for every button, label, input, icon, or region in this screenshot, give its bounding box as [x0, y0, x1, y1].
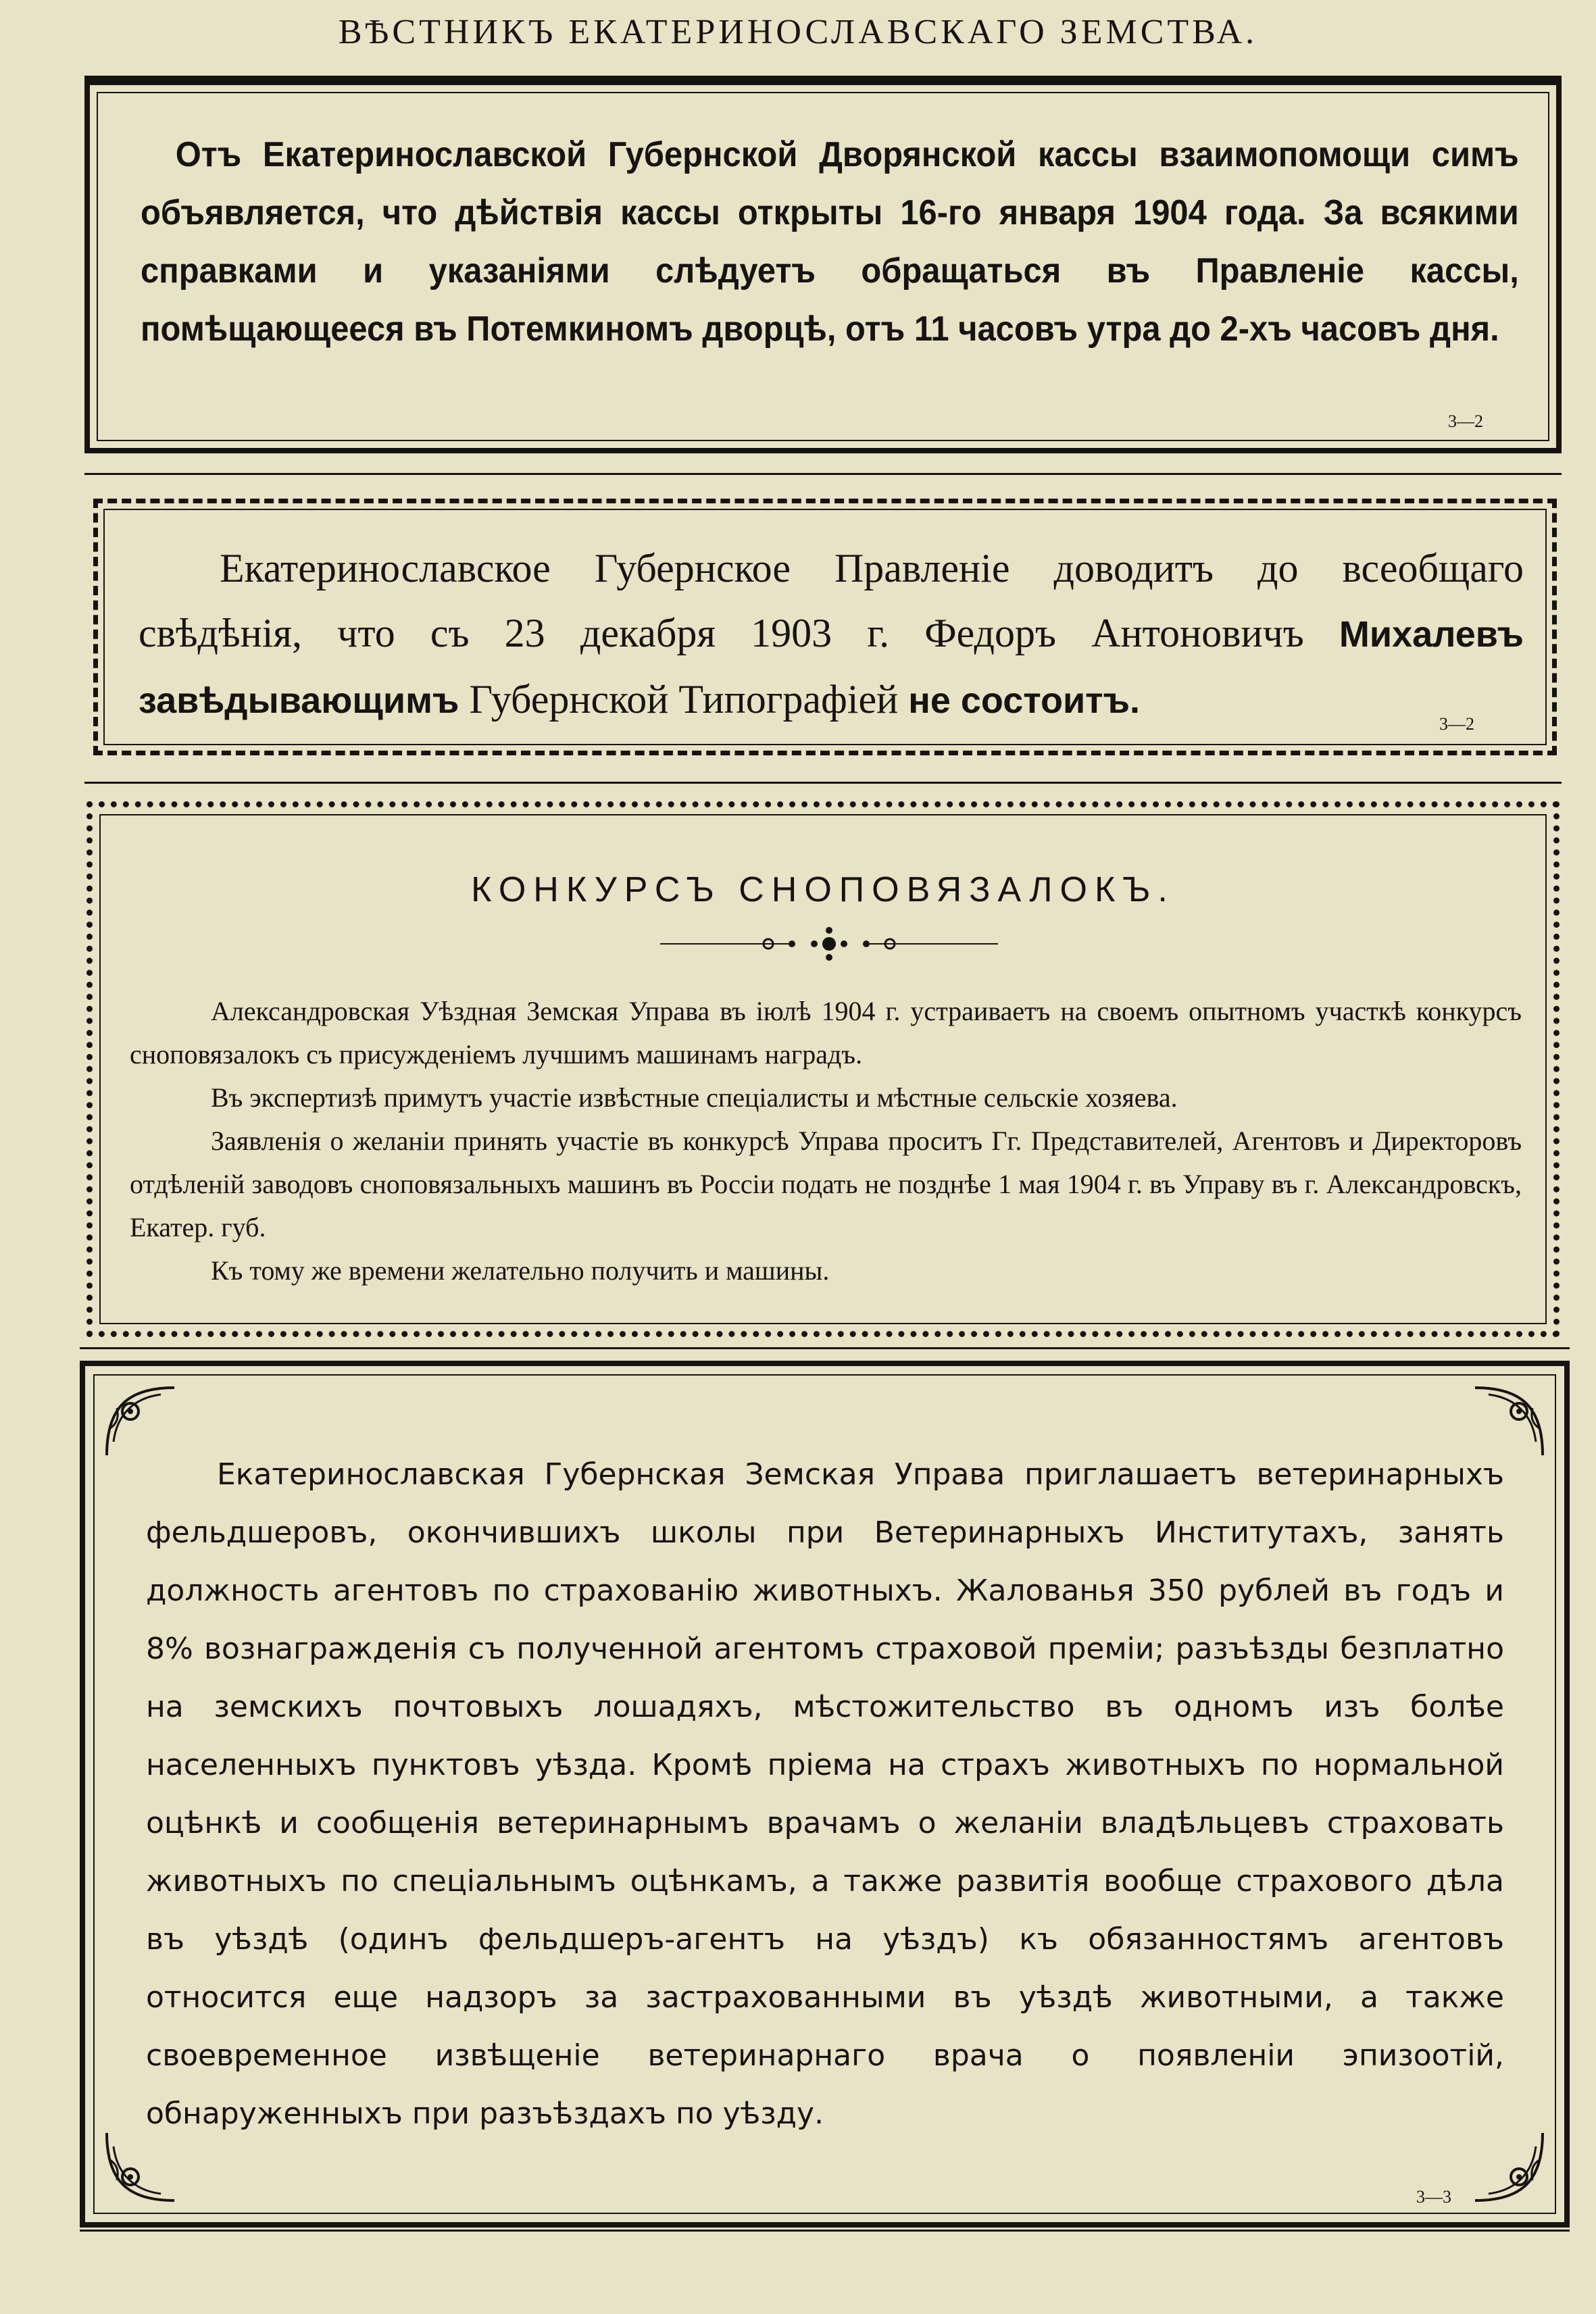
paragraph: Въ экспертизѣ примутъ участіе извѣстные спеціалисты и мѣстные сельскіе хозяева. [211, 1082, 1178, 1113]
contest-body [130, 990, 1522, 1292]
notice-sheaf-binder-contest [86, 801, 1560, 1337]
bottom-rule [80, 2230, 1570, 2232]
ornament-divider-icon [660, 924, 998, 964]
notice-2-number: 3—2 [1439, 714, 1474, 734]
running-head: ВѢСТНИКЪ ЕКАТЕРИНОСЛАВСКАГО ЗЕМСТВА. [338, 13, 1258, 51]
notice-veterinary-agents [80, 1361, 1570, 2228]
notice-1-number: 3—2 [1448, 411, 1483, 431]
separator-rule [80, 1347, 1570, 1349]
notice-2-text: Екатеринославское Губернское Правленіе доводитъ до всеобщаго свѣдѣнія, что съ 23 декабря 1903 г. Федоръ Антоновичъ Михалевъ завѣдывающимъ Губернской Типографіей не состоитъ. [139, 546, 1524, 722]
notice-nobility-cash-office [84, 80, 1562, 453]
person-name: Михалевъ [1339, 614, 1524, 655]
contest-title: КОНКУРСЪ СНОПОВЯЗАЛОКЪ. [471, 870, 1175, 909]
separator-rule [84, 782, 1562, 784]
separator-rule [84, 473, 1562, 475]
paragraph: Александровская Уѣздная Земская Управа въ іюлѣ 1904 г. устраиваетъ на своемъ опытномъ участкѣ конкурсъ сноповязалокъ съ присужденіемъ лучшимъ машинамъ наградъ. [130, 996, 1522, 1070]
notice-governorate-board [93, 499, 1557, 755]
notice-4-text: Екатеринославская Губернская Земская Управа приглашаетъ ветеринарныхъ фельдшеровъ, окончившихъ школы при Ветеринарныхъ Институтахъ, занять должность агентовъ по страхованію животныхъ. Жалованья 350 рублей въ годъ и 8% вознагражденія съ полученной агентомъ страховой преміи; разъѣзды безплатно на земскихъ почтовыхъ лошадяхъ, мѣстожительство въ одномъ изъ болѣе населенныхъ пунктовъ уѣзда. Кромѣ пріема на страхъ животныхъ по нормальной оцѣнкѣ и сообщенія ветеринарнымъ врачамъ о желаніи владѣльцевъ страховать животныхъ по спеціальнымъ оцѣнкамъ, а также развитія вообще страхового дѣла въ уѣздѣ (одинъ фельдшеръ-агентъ на уѣздъ) къ обязанностямъ агентовъ относится еще надзоръ за застрахованными въ уѣздѣ животными, а также своевременное извѣщеніе ветеринарнаго врача о появленіи эпизоотій, обнаруженныхъ при разъѣздахъ по уѣзду. [146, 1457, 1504, 2131]
paragraph: Къ тому же времени желательно получить и машины. [211, 1255, 830, 1286]
role-word: завѣдывающимъ [139, 680, 459, 721]
notice-1-text: Отъ Екатеринославской Губернской Дворянской кассы взаимопомощи симъ объявляется, что дѣйствія кассы открыты 16-го января 1904 года. За всякими справками и указаніями слѣдуетъ обращаться въ Правленіе кассы, помѣщающееся въ Потемкиномъ дворцѣ, отъ 11 часовъ утра до 2-хъ часовъ дня. [141, 135, 1519, 349]
notice-4-number: 3—3 [1416, 2187, 1451, 2207]
paragraph: Заявленія о желаніи принять участіе въ конкурсѣ Управа проситъ Гг. Представителей, Агентовъ и Директоровъ отдѣленій заводовъ сноповязальныхъ машинъ въ Россіи подать не позднѣе 1 мая 1904 г. въ Управу въ г. Александровскъ, Екатер. губ. [130, 1126, 1522, 1242]
